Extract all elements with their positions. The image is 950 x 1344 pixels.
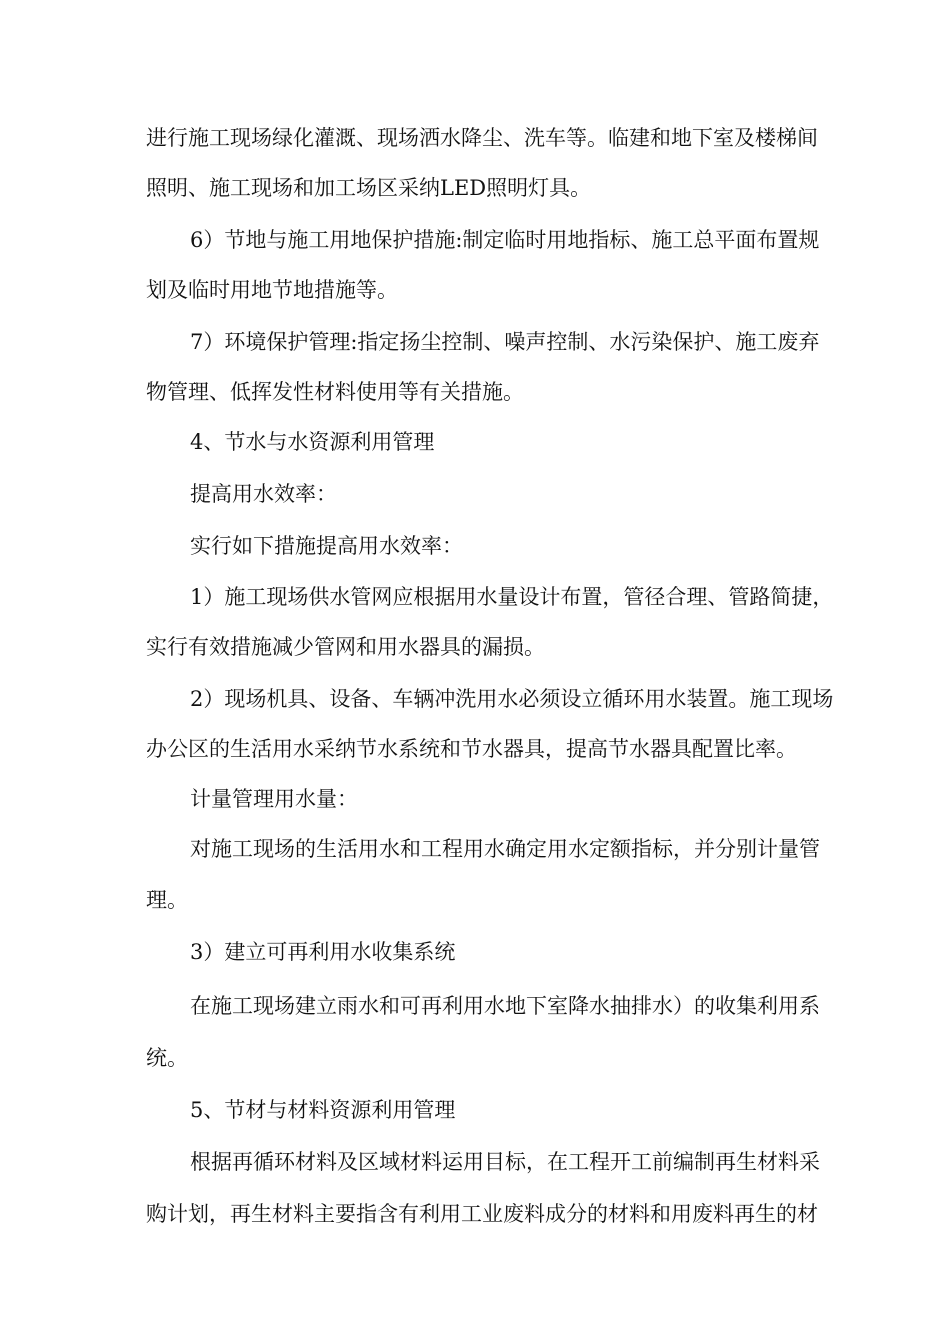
text-line-21: 根据再循环材料及区域材料运用目标，在工程开工前编制再生材料采 xyxy=(190,1150,820,1174)
text-line-6: 物管理、低挥发性材料使用等有关措施。 xyxy=(146,380,524,404)
text-line-17: 3）建立可再利用水收集系统 xyxy=(190,940,456,964)
text-line-1: 进行施工现场绿化灌溉、现场洒水降尘、洗车等。临建和地下室及楼梯间 xyxy=(146,126,818,150)
text-line-3: 6）节地与施工用地保护措施:制定临时用地指标、施工总平面布置规 xyxy=(190,228,820,252)
text-line-2: 照明、施工现场和加工场区采纳LED照明灯具。 xyxy=(146,176,592,200)
text-line-18: 在施工现场建立雨水和可再利用水地下室降水抽排水）的收集利用系 xyxy=(190,994,820,1018)
text-line-5: 7）环境保护管理:指定扬尘控制、噪声控制、水污染保护、施工废弃 xyxy=(190,330,820,354)
text-line-10: 1）施工现场供水管网应根据用水量设计布置，管径合理、管路简捷， xyxy=(190,585,834,609)
section-heading-4: 4、节水与水资源利用管理 xyxy=(190,430,435,454)
text-line-16: 理。 xyxy=(146,888,188,912)
text-line-14: 计量管理用水量： xyxy=(190,787,358,811)
text-line-9: 实行如下措施提高用水效率： xyxy=(190,534,463,558)
text-line-19: 统。 xyxy=(146,1046,188,1070)
text-line-11: 实行有效措施减少管网和用水器具的漏损。 xyxy=(146,635,545,659)
text-line-13: 办公区的生活用水采纳节水系统和节水器具，提高节水器具配置比率。 xyxy=(146,737,797,761)
text-line-4: 划及临时用地节地措施等。 xyxy=(146,278,398,302)
section-heading-5: 5、节材与材料资源利用管理 xyxy=(190,1098,456,1122)
text-line-8: 提高用水效率： xyxy=(190,482,337,506)
text-line-12: 2）现场机具、设备、车辆冲洗用水必须设立循环用水装置。施工现场 xyxy=(190,687,834,711)
text-line-15: 对施工现场的生活用水和工程用水确定用水定额指标，并分别计量管 xyxy=(190,837,820,861)
text-line-22: 购计划，再生材料主要指含有利用工业废料成分的材料和用废料再生的材 xyxy=(146,1202,818,1226)
